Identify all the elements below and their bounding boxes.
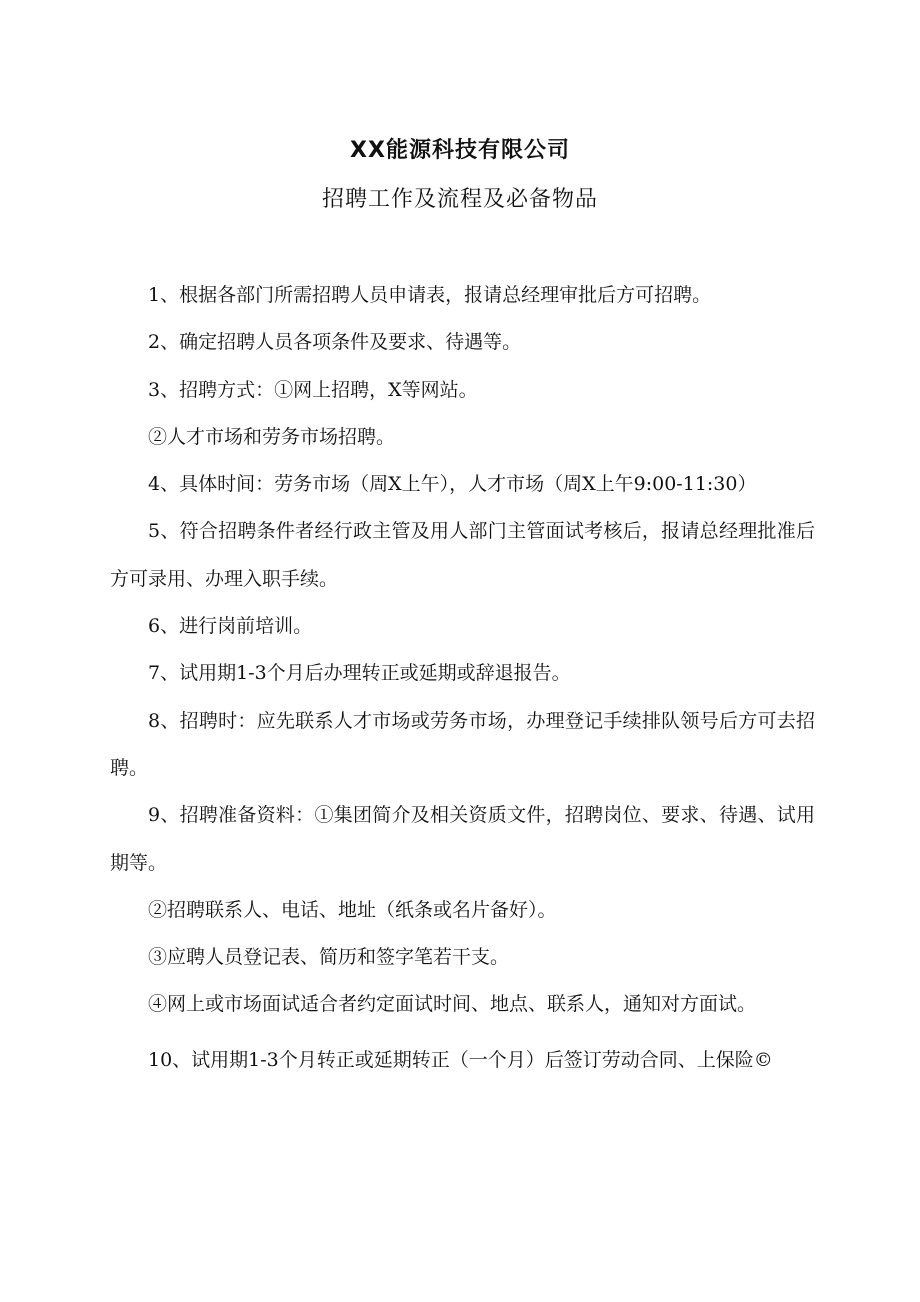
paragraph-7: 7、试用期1-3个月后办理转正或延期或辞退报告。 bbox=[148, 662, 571, 685]
document-title: 招聘工作及流程及必备物品 bbox=[321, 187, 598, 212]
paragraph-6: 6、进行岗前培训。 bbox=[148, 615, 313, 638]
company-title: XX能源科技有限公司 bbox=[350, 138, 570, 163]
paragraph-9-sub-3: ③应聘人员登记表、简历和签字笔若干支。 bbox=[148, 946, 510, 969]
paragraph-3-sub: ②人才市场和劳务市场招聘。 bbox=[148, 425, 396, 448]
paragraph-9-sub-2: ②招聘联系人、电话、地址（纸条或名片备好）。 bbox=[148, 898, 557, 921]
paragraph-5: 5、符合招聘条件者经行政主管及用人部门主管面试考核后，报请总经理批准后方可录用、办理入职手续。 bbox=[110, 520, 815, 590]
paragraph-8: 8、招聘时：应先联系人才市场或劳务市场，办理登记手续排队领号后方可去招聘。 bbox=[110, 709, 815, 779]
paragraph-9-sub-4: ④网上或市场面试适合者约定面试时间、地点、联系人，通知对方面试。 bbox=[148, 993, 757, 1016]
document-body bbox=[110, 272, 815, 1084]
paragraph-10: 10、试用期1-3个月转正或延期转正（一个月）后签订劳动合同、上保险© bbox=[148, 1048, 773, 1071]
paragraph-4: 4、具体时间：劳务市场（周X上午），人才市场（周X上午9:00-11:30） bbox=[148, 473, 757, 496]
paragraph-1: 1、根据各部门所需招聘人员申请表，报请总经理审批后方可招聘。 bbox=[148, 284, 712, 306]
paragraph-3: 3、招聘方式：①网上招聘，X等网站。 bbox=[148, 378, 478, 401]
paragraph-2: 2、确定招聘人员各项条件及要求、待遇等。 bbox=[148, 331, 522, 354]
paragraph-9: 9、招聘准备资料：①集团简介及相关资质文件，招聘岗位、要求、待遇、试用期等。 bbox=[110, 804, 815, 874]
